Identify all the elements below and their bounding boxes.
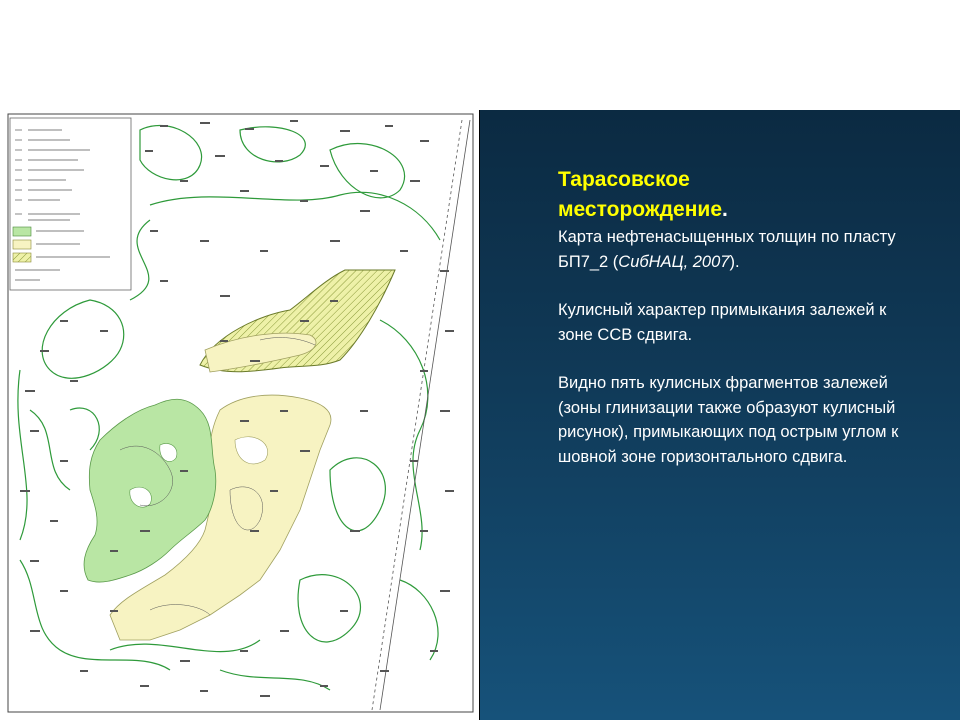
paragraph-arrangement: Кулисный характер примыкания залежей к зоне ССВ сдвига. bbox=[558, 301, 887, 344]
map-image bbox=[0, 110, 480, 720]
title-line-2: месторождение bbox=[558, 198, 723, 221]
slide-top-area bbox=[0, 0, 960, 110]
map-caption bbox=[558, 225, 918, 274]
caption-end: ). bbox=[729, 252, 740, 271]
caption-source: СибНАЦ, 2007 bbox=[618, 252, 730, 271]
map-legend bbox=[10, 118, 131, 290]
paragraph-fragments: Видно пять кулисных фрагментов залежей (зоны глинизации также образуют кулисный рисунок), примыкающих под острым углом к шовной зоне горизонтального сдвига. bbox=[558, 374, 899, 466]
title-line-1: Тарасовское bbox=[558, 168, 690, 191]
caption-text: Карта нефтенасыщенных толщин по пласту БП7_2 ( bbox=[558, 228, 896, 271]
title-dot: . bbox=[722, 198, 728, 221]
deposit-title bbox=[558, 165, 918, 225]
oil-thickness-map bbox=[0, 110, 479, 720]
description-panel bbox=[558, 165, 918, 469]
